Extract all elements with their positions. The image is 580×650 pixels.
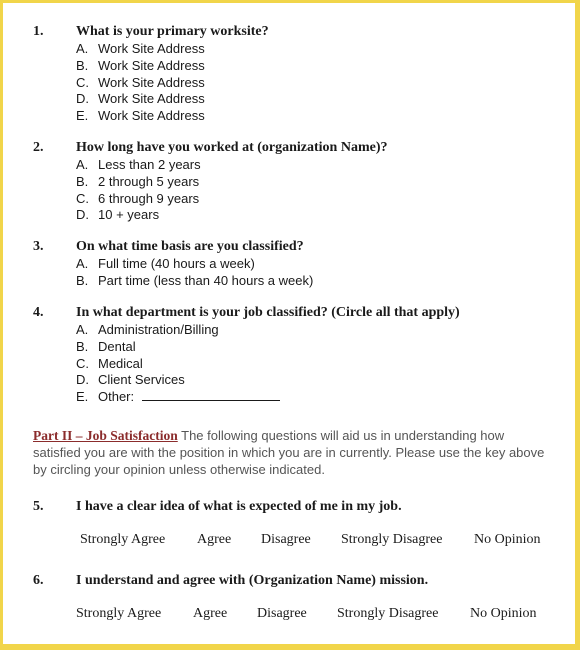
scale-no-opinion[interactable]: No Opinion: [474, 532, 541, 547]
part-2-intro: [33, 427, 553, 478]
option-c[interactable]: [76, 75, 205, 90]
question-number: 6.: [33, 573, 44, 588]
scale-agree[interactable]: Agree: [197, 532, 232, 547]
option-label: Administration/Billing: [98, 322, 219, 337]
option-label: 2 through 5 years: [98, 174, 200, 189]
scale-strongly-disagree[interactable]: Strongly Disagree: [341, 532, 443, 547]
option-b[interactable]: [76, 174, 199, 189]
option-letter: E.: [76, 108, 89, 123]
option-c[interactable]: [76, 191, 199, 206]
option-d[interactable]: [76, 372, 185, 387]
option-letter: B.: [76, 58, 89, 73]
option-label: Dental: [98, 339, 136, 354]
option-label: Client Services: [98, 372, 185, 387]
question-text: On what time basis are you classified?: [76, 239, 304, 254]
question-number: 4.: [33, 305, 44, 320]
scale-no-opinion[interactable]: No Opinion: [470, 606, 537, 621]
question-text: I have a clear idea of what is expected of me in my job.: [76, 499, 402, 514]
option-e[interactable]: [76, 389, 280, 404]
option-a[interactable]: [76, 322, 219, 337]
option-letter: E.: [76, 389, 89, 404]
option-label: Medical: [98, 356, 143, 371]
option-letter: C.: [76, 191, 89, 206]
option-b[interactable]: [76, 339, 136, 354]
scale-disagree[interactable]: Disagree: [261, 532, 311, 547]
question-number: 5.: [33, 499, 44, 514]
option-label: Work Site Address: [98, 58, 205, 73]
scale-strongly-agree[interactable]: Strongly Agree: [76, 606, 162, 621]
scale-strongly-agree[interactable]: Strongly Agree: [80, 532, 166, 547]
option-c[interactable]: [76, 356, 143, 371]
option-d[interactable]: [76, 91, 205, 106]
option-a[interactable]: [76, 41, 205, 56]
question-number: 1.: [33, 24, 44, 39]
option-label: Part time (less than 40 hours a week): [98, 273, 314, 288]
scale-strongly-disagree[interactable]: Strongly Disagree: [337, 606, 439, 621]
option-label: Work Site Address: [98, 91, 205, 106]
question-number: 2.: [33, 140, 44, 155]
option-label: Other:: [98, 389, 135, 404]
question-text: I understand and agree with (Organization Name) mission.: [76, 573, 429, 588]
option-label: 10 + years: [98, 207, 160, 222]
option-letter: C.: [76, 356, 89, 371]
option-letter: D.: [76, 91, 89, 106]
option-a[interactable]: [76, 157, 201, 172]
option-letter: D.: [76, 372, 89, 387]
option-letter: B.: [76, 273, 89, 288]
option-label: 6 through 9 years: [98, 191, 200, 206]
option-a[interactable]: [76, 256, 255, 271]
option-label: Work Site Address: [98, 108, 205, 123]
option-label: Work Site Address: [98, 75, 205, 90]
question-number: 3.: [33, 239, 44, 254]
option-label: Full time (40 hours a week): [98, 256, 255, 271]
option-letter: A.: [76, 322, 89, 337]
option-letter: B.: [76, 174, 89, 189]
question-text: How long have you worked at (organization Name)?: [76, 140, 388, 155]
option-b[interactable]: [76, 273, 313, 288]
option-letter: C.: [76, 75, 89, 90]
option-label: Less than 2 years: [98, 157, 201, 172]
part-2-intro-text: The following questions will aid us in understanding how satisfied you are with the position in which you are in currently. Please use the key above by circling your opinion unless otherwise indicated.: [33, 428, 545, 477]
option-label: Work Site Address: [98, 41, 205, 56]
option-e[interactable]: [76, 108, 205, 123]
option-letter: A.: [76, 41, 89, 56]
option-letter: D.: [76, 207, 89, 222]
scale-agree[interactable]: Agree: [193, 606, 228, 621]
survey-page: [3, 3, 575, 644]
part-2-title: Part II – Job Satisfaction: [33, 428, 178, 443]
option-b[interactable]: [76, 58, 205, 73]
question-text: What is your primary worksite?: [76, 24, 269, 39]
option-letter: A.: [76, 256, 89, 271]
option-d[interactable]: [76, 207, 159, 222]
scale-disagree[interactable]: Disagree: [257, 606, 307, 621]
question-text: In what department is your job classified? (Circle all that apply): [76, 305, 460, 320]
other-blank-line[interactable]: [142, 390, 280, 401]
option-letter: B.: [76, 339, 89, 354]
option-letter: A.: [76, 157, 89, 172]
